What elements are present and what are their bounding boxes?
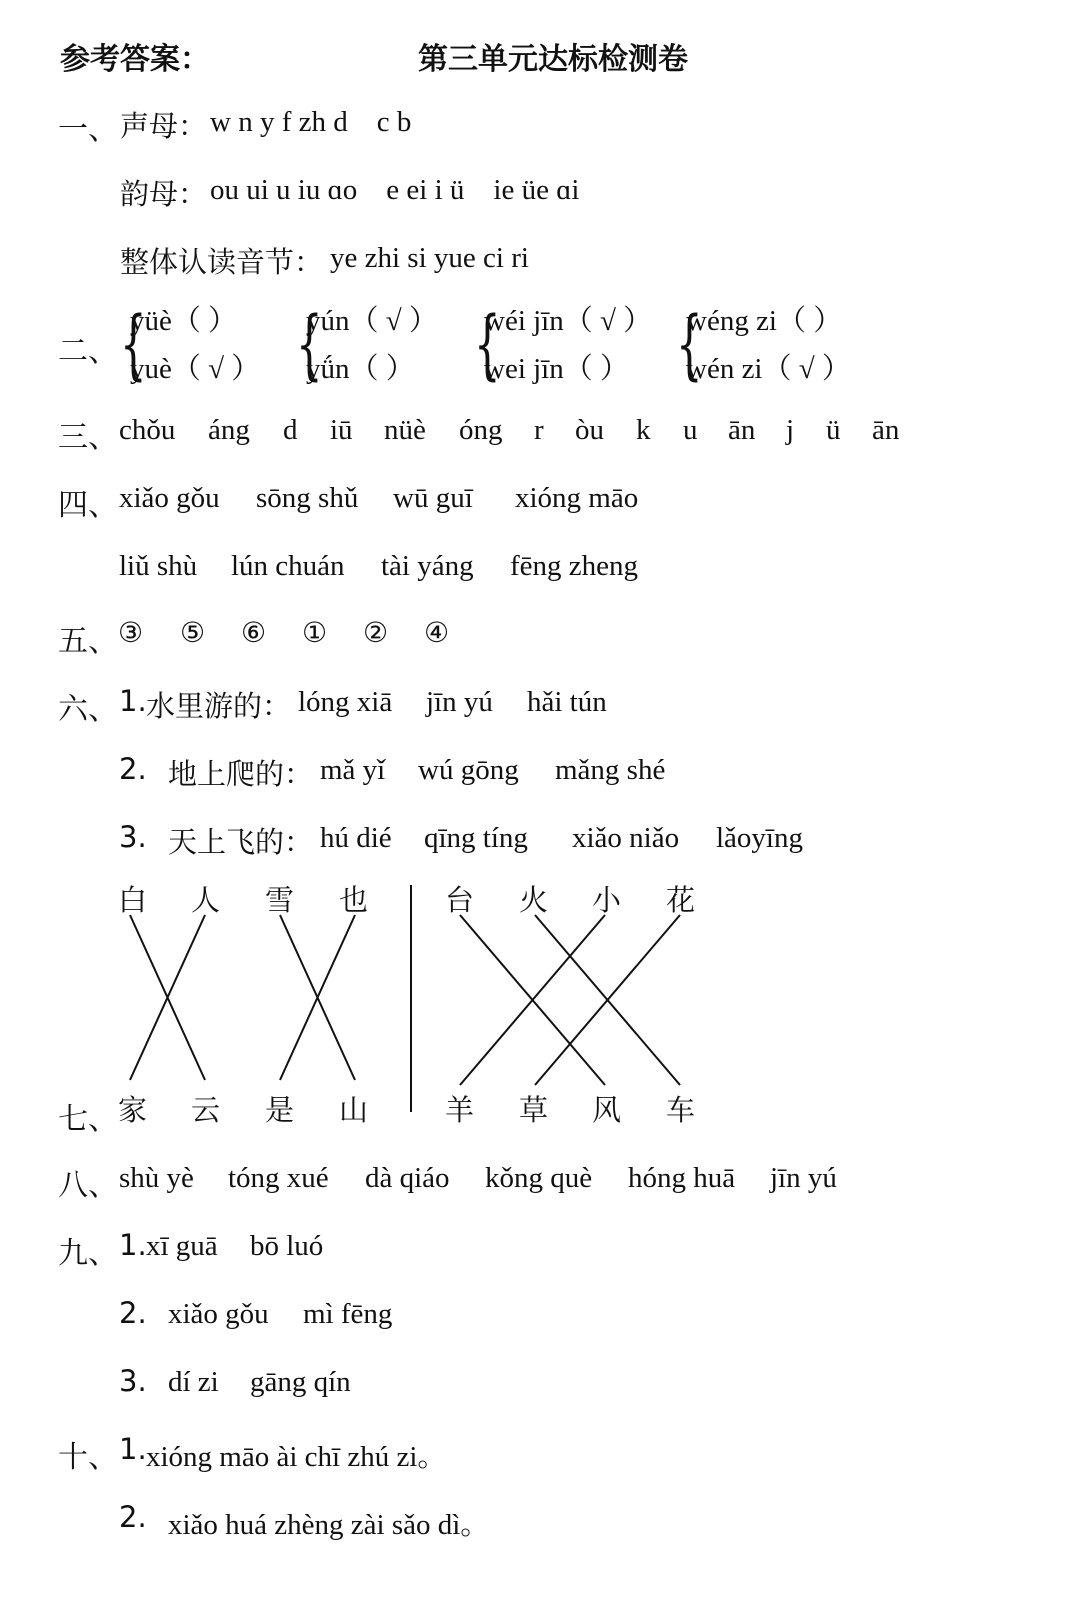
whole-syllables-answer: ye zhi si yue ci ri (330, 242, 529, 274)
pinyin-word: kǒng què (485, 1162, 593, 1194)
pinyin-word: gāng qín (250, 1366, 351, 1398)
item-number: 2. (119, 752, 147, 786)
match-char: 雪 (265, 883, 295, 917)
section-4-number: 四、 (58, 488, 118, 523)
match-char: 人 (191, 883, 221, 917)
order-number: ③ (118, 616, 144, 649)
choice-bottom: wén zi（ √ ） (686, 353, 851, 385)
pinyin-word: shù yè (119, 1162, 194, 1194)
brace-icon: { (474, 299, 501, 388)
item-number: 1. (119, 1228, 147, 1262)
choice-top: wéng zi（ ） (686, 305, 843, 337)
match-char: 也 (339, 883, 369, 917)
pinyin-word: sōng shǔ (256, 482, 359, 514)
pinyin-word: mì fēng (303, 1298, 393, 1330)
syllable-part: ān (872, 414, 900, 446)
match-char: 山 (339, 1093, 369, 1127)
order-number: ① (302, 616, 328, 649)
pinyin-word: mǎ yǐ (320, 754, 386, 786)
section-2-number: 二、 (58, 334, 118, 369)
order-number: ④ (424, 616, 450, 649)
page-title: 第三单元达标检测卷 (418, 42, 688, 77)
initials-label: 声母： (120, 109, 208, 143)
item-number: 1. (119, 1432, 147, 1466)
section-1-number: 一、 (58, 112, 118, 147)
category-label: 地上爬的： (168, 757, 314, 791)
syllable-part: d (283, 414, 298, 446)
pinyin-word: lǎoyīng (716, 822, 803, 854)
match-char: 花 (666, 883, 696, 917)
pinyin-word: tài yáng (381, 550, 474, 582)
brace-icon: { (120, 299, 147, 388)
section-6-number: 六、 (58, 692, 118, 727)
pinyin-word: dí zi (168, 1366, 219, 1398)
syllable-part: j (786, 414, 795, 446)
choice-top: yún（ √ ） (306, 305, 438, 337)
pinyin-word: xī guā (146, 1230, 218, 1262)
section-7-number: 七、 (58, 1102, 118, 1137)
finals-answer: ou ui u iu ɑo e ei i ü ie üe ɑi (210, 174, 580, 206)
syllable-part: óng (459, 414, 503, 446)
category-label: 水里游的： (146, 689, 292, 723)
order-number: ⑤ (180, 616, 206, 649)
pinyin-word: xióng māo (515, 482, 639, 514)
answer-key-label: 参考答案： (60, 42, 210, 77)
pinyin-word: liǔ shù (119, 550, 198, 582)
match-char: 火 (519, 883, 549, 917)
syllable-part: u (683, 414, 698, 446)
pinyin-word: fēng zheng (510, 550, 639, 582)
syllable-part: nüè (384, 414, 426, 446)
category-label: 天上飞的： (168, 825, 314, 859)
pinyin-sentence: xióng māo ài chī zhú zi。 (146, 1441, 447, 1473)
pinyin-word: dà qiáo (365, 1162, 450, 1194)
pinyin-word: qīng tíng (424, 822, 528, 854)
item-number: 2. (119, 1500, 147, 1534)
pinyin-word: wū guī (393, 482, 473, 514)
section-3-number: 三、 (58, 420, 118, 455)
section-9-number: 九、 (58, 1236, 118, 1271)
brace-icon: { (676, 299, 703, 388)
pinyin-word: lóng xiā (298, 686, 393, 718)
item-number: 3. (119, 820, 147, 854)
item-number: 2. (119, 1296, 147, 1330)
pinyin-word: bō luó (250, 1230, 324, 1262)
syllable-part: òu (575, 414, 604, 446)
choice-bottom: yuè（ √ ） (130, 353, 261, 385)
match-char: 是 (265, 1093, 295, 1127)
pinyin-word: xiǎo gǒu (119, 482, 220, 514)
pinyin-sentence: xiǎo huá zhèng zài sǎo dì。 (168, 1509, 490, 1541)
brace-icon: { (296, 299, 323, 388)
whole-syllables-label: 整体认读音节： (120, 245, 324, 279)
section-5-number: 五、 (58, 624, 118, 659)
pinyin-word: hú dié (320, 822, 392, 854)
item-number: 1. (119, 684, 147, 718)
item-number: 3. (119, 1364, 147, 1398)
match-char: 小 (592, 883, 622, 917)
pinyin-word: jīn yú (426, 686, 493, 718)
pinyin-word: hǎi tún (527, 686, 607, 718)
pinyin-word: xiǎo gǒu (168, 1298, 269, 1330)
syllable-part: iū (330, 414, 353, 446)
syllable-part: ü (826, 414, 841, 446)
syllable-part: ān (728, 414, 756, 446)
choice-bottom: yǘn（ ） (306, 353, 415, 385)
match-char: 云 (191, 1093, 221, 1127)
pinyin-word: lún chuán (231, 550, 345, 582)
match-char: 家 (118, 1093, 148, 1127)
choice-bottom: wei jīn（ ） (484, 353, 629, 385)
syllable-part: r (534, 414, 544, 446)
initials-answer: w n y f zh d c b (210, 106, 412, 138)
syllable-part: k (636, 414, 651, 446)
pinyin-word: jīn yú (770, 1162, 837, 1194)
match-char: 草 (519, 1093, 549, 1127)
choice-top: yüè（ ） (130, 305, 238, 337)
finals-label: 韵母： (120, 177, 208, 211)
section-8-number: 八、 (58, 1168, 118, 1203)
pinyin-word: xiǎo niǎo (572, 822, 680, 854)
match-char: 车 (666, 1093, 696, 1127)
match-char: 羊 (445, 1093, 475, 1127)
order-number: ⑥ (241, 616, 267, 649)
choice-top: wéi jīn（ √ ） (484, 305, 653, 337)
pinyin-word: tóng xué (228, 1162, 329, 1194)
pinyin-word: hóng huā (628, 1162, 736, 1194)
match-char: 风 (592, 1093, 622, 1127)
pinyin-word: mǎng shé (555, 754, 666, 786)
section-10-number: 十、 (58, 1440, 118, 1475)
syllable-part: áng (208, 414, 250, 446)
order-number: ② (363, 616, 389, 649)
syllable-part: chǒu (119, 414, 176, 446)
match-char: 台 (445, 883, 475, 917)
match-char: 白 (118, 883, 148, 917)
pinyin-word: wú gōng (418, 754, 519, 786)
